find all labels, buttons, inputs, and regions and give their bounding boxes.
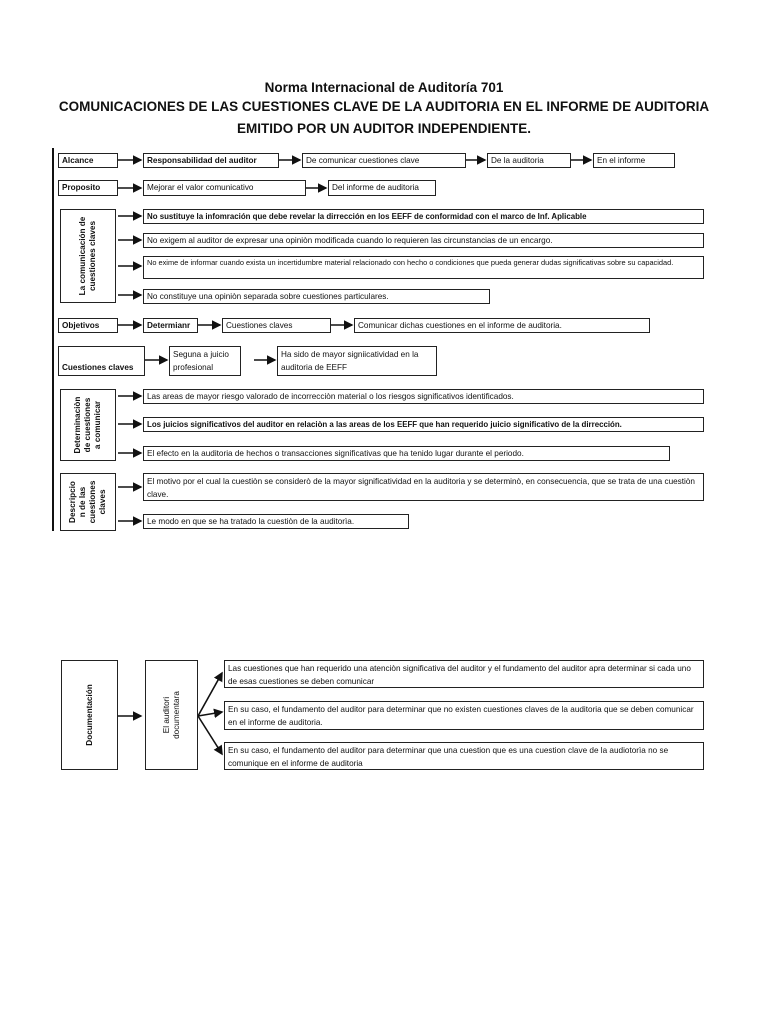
descripcion-label: Descripcio n de las cuestiones claves [60, 473, 116, 531]
comunicacion-item-4: No constituye una opiniòn separada sobre cuestiones particulares. [143, 289, 490, 304]
proposito-label: Proposito [58, 180, 118, 196]
documentacion-item-2: En su caso, el fundamento del auditor para determinar que no existen cuestiones claves de la auditoria que se deben comunicar en el informe de auditoria. [224, 701, 704, 730]
alcance-label: Alcance [58, 153, 118, 168]
cuestiones-item-2: Ha sido de mayor signiicatividad en la auditoria de EEFF [277, 346, 437, 376]
descripcion-item-1: El motivo por el cual la cuestiòn se considerò de la mayor significatividad en la auditoria y se determinò, en consecuencia, que se trata de una cuestiòn clave. [143, 473, 704, 501]
alcance-item-2: De comunicar cuestiones clave [302, 153, 466, 168]
determinacion-item-1: Las areas de mayor riesgo valorado de incorrecciòn material o los riesgos significativos identificados. [143, 389, 704, 404]
documentacion-label: Documentación [61, 660, 118, 770]
determinacion-item-3: El efecto en la auditoria de hechos o transacciones significativas que ha tenido lugar durante el periodo. [143, 446, 670, 461]
proposito-item-2: Del informe de auditoria [328, 180, 436, 196]
documentacion-item-3: En su caso, el fundamento del auditor para determinar que una cuestion que es una cuestion clave de la audiotorìa no se comunique en el informe de auditoria [224, 742, 704, 770]
objetivos-item-1: Determianr [143, 318, 198, 333]
objetivos-label: Objetivos [58, 318, 118, 333]
proposito-item-1: Mejorar el valor comunicativo [143, 180, 306, 196]
alcance-item-4: En el informe [593, 153, 675, 168]
documentacion-middle: El auditori documentara [145, 660, 198, 770]
documentacion-item-1: Las cuestiones que han requerido una atenciòn significativa del auditor y el fundamento del auditor apra determinar si cada uno de esas cuestiones se deben comunicar [224, 660, 704, 688]
page-title: Norma Internacional de Auditoría 701 [264, 80, 504, 95]
descripcion-item-2: Le modo en que se ha tratado la cuestiòn de la auditorìa. [143, 514, 409, 529]
comunicacion-item-3: No exime de informar cuando exista un incertidumbre material relacionado con hecho o condiciones que pueda generar dudas significativas sobre su capacidad. [143, 256, 704, 279]
comunicacion-item-2: No exigem al auditor de expresar una opiniòn modificada cuando lo requieren las circunstancias de un encargo. [143, 233, 704, 248]
determinacion-label: Determinaciòn de cuestiones a comunicar [60, 389, 116, 461]
page-subtitle-line1: COMUNICACIONES DE LAS CUESTIONES CLAVE DE LA AUDITORIA EN EL INFORME DE AUDITORIA [58, 99, 710, 114]
comunicacion-item-1: No sustituye la infomración que debe revelar la dirrección en los EEFF de conformidad con el marco de Inf. Aplicable [143, 209, 704, 224]
comunicacion-label: La comunicación de cuestiones claves [60, 209, 116, 303]
objetivos-item-3: Comunicar dichas cuestiones en el informe de auditoria. [354, 318, 650, 333]
alcance-item-1: Responsabilidad del auditor [143, 153, 279, 168]
determinacion-item-2: Los juicios significativos del auditor en relaciòn a las areas de los EEFF que han requerido juicio significativo de la dirrección. [143, 417, 704, 432]
cuestiones-item-1: Seguna a juicio profesional [169, 346, 241, 376]
alcance-item-3: De la auditoria [487, 153, 571, 168]
cuestiones-label: Cuestiones claves [58, 346, 145, 376]
objetivos-item-2: Cuestiones claves [222, 318, 331, 333]
page-subtitle-line2: EMITIDO POR UN AUDITOR INDEPENDIENTE. [236, 121, 532, 136]
